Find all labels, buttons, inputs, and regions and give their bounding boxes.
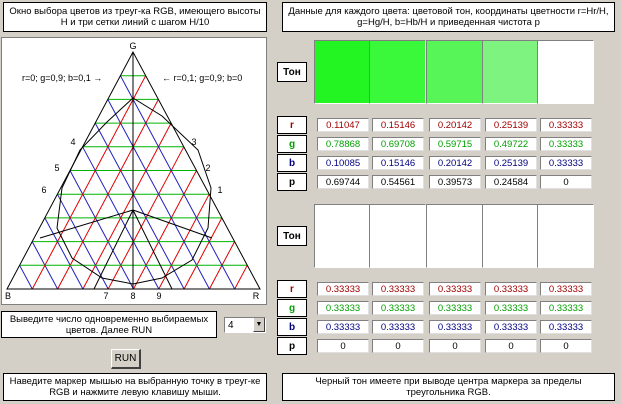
bottom-row-label-r: r — [277, 280, 307, 298]
top-color-swatch — [537, 40, 594, 104]
top-row-label-g: g — [277, 135, 307, 153]
chevron-down-icon[interactable]: ▼ — [253, 318, 265, 332]
triangle-canvas[interactable] — [1, 37, 267, 305]
bottom-row-label-b: b — [277, 318, 307, 336]
top-value-r: 0.15146 — [372, 118, 424, 132]
top-row-label-b: b — [277, 154, 307, 172]
bottom-value-g: 0.33333 — [317, 301, 369, 315]
top-value-p: 0.54561 — [372, 175, 424, 189]
top-color-swatch — [314, 40, 371, 104]
top-value-g: 0.78868 — [317, 137, 369, 151]
marker-label-7: 7 — [103, 291, 109, 301]
bottom-value-p: 0 — [429, 339, 481, 353]
vertex-label-g: G — [129, 41, 137, 51]
top-row-label-r: r — [277, 116, 307, 134]
right-title — [282, 2, 615, 32]
bottom-right-text: Черный тон имеете при выводе центра маркера за пределы треугольника RGB. — [315, 376, 582, 398]
bottom-value-b: 0.33333 — [485, 320, 537, 334]
rgb-triangle[interactable] — [2, 38, 268, 306]
bottom-right-note — [282, 373, 615, 401]
top-color-swatch — [426, 40, 483, 104]
annotation-left: r=0; g=0,9; b=0,1 → — [22, 73, 103, 83]
grid-line-r — [83, 123, 171, 289]
marker-label-3: 3 — [191, 137, 197, 147]
bottom-row-label-p: p — [277, 337, 307, 355]
bottom-value-g: 0.33333 — [485, 301, 537, 315]
bottom-value-r: 0.33333 — [485, 282, 537, 296]
grid-line-b — [95, 123, 184, 289]
marker-label-9: 9 — [156, 291, 162, 301]
top-value-r: 0.33333 — [540, 118, 592, 132]
grid-line-r — [32, 76, 145, 289]
run-button[interactable] — [111, 349, 141, 369]
top-value-b: 0.25139 — [485, 156, 537, 170]
grid-line-r — [184, 218, 222, 289]
bottom-tone-label: Тон — [277, 226, 307, 246]
right-title-text: Данные для каждого цвета: цветовой тон, координаты цветности r=Hr/H, g=Hg/H, b=Hb/H и приведенная чистота p — [288, 6, 609, 28]
top-value-p: 0 — [540, 175, 592, 189]
count-prompt — [1, 311, 217, 338]
bottom-value-b: 0.33333 — [429, 320, 481, 334]
bottom-value-g: 0.33333 — [372, 301, 424, 315]
top-value-b: 0.10085 — [317, 156, 369, 170]
top-value-r: 0.11047 — [317, 118, 369, 132]
marker-label-6: 6 — [41, 185, 47, 195]
top-value-p: 0.69744 — [317, 175, 369, 189]
top-value-p: 0.24584 — [485, 175, 537, 189]
grid-line-b — [20, 265, 33, 289]
bottom-row-label-g: g — [277, 299, 307, 317]
top-value-g: 0.33333 — [540, 137, 592, 151]
vertex-label-b: B — [4, 291, 12, 301]
left-title — [3, 2, 267, 32]
marker-label-4: 4 — [70, 137, 76, 147]
marker-label-1: 1 — [217, 185, 223, 195]
top-value-g: 0.69708 — [372, 137, 424, 151]
top-color-swatch — [369, 40, 426, 104]
grid-line-b — [45, 218, 83, 289]
bottom-value-r: 0.33333 — [540, 282, 592, 296]
grid-line-b — [120, 76, 234, 289]
bottom-value-g: 0.33333 — [540, 301, 592, 315]
top-value-g: 0.59715 — [429, 137, 481, 151]
spectral-locus — [57, 98, 211, 284]
top-value-b: 0.20142 — [429, 156, 481, 170]
annotation-right: ← r=0,1; g=0,9; b=0 — [162, 73, 243, 83]
bottom-value-r: 0.33333 — [372, 282, 424, 296]
marker-label-8: 8 — [130, 291, 136, 301]
bottom-left-instructions — [3, 373, 267, 401]
bottom-color-swatch — [369, 204, 426, 268]
bottom-color-swatch — [537, 204, 594, 268]
bottom-value-b: 0.33333 — [317, 320, 369, 334]
bottom-value-b: 0.33333 — [372, 320, 424, 334]
top-value-b: 0.33333 — [540, 156, 592, 170]
grid-line-b — [70, 171, 134, 290]
top-value-r: 0.25139 — [485, 118, 537, 132]
top-value-r: 0.20142 — [429, 118, 481, 132]
bottom-color-swatch — [482, 204, 539, 268]
color-count-select[interactable] — [224, 317, 266, 333]
count-prompt-text: Выведите число одновременно выбираемых цветов. Далее RUN — [9, 313, 209, 336]
bottom-value-g: 0.33333 — [429, 301, 481, 315]
top-color-swatch — [482, 40, 539, 104]
bottom-value-p: 0 — [540, 339, 592, 353]
grid-line-r — [235, 265, 248, 289]
top-value-p: 0.39573 — [429, 175, 481, 189]
bottom-color-swatch — [426, 204, 483, 268]
vertex-label-r: R — [252, 291, 260, 301]
bottom-value-p: 0 — [485, 339, 537, 353]
bottom-color-swatch — [314, 204, 371, 268]
color-count-value: 4 — [228, 319, 234, 331]
marker-label-2: 2 — [205, 163, 211, 173]
bottom-value-r: 0.33333 — [429, 282, 481, 296]
bottom-value-p: 0 — [372, 339, 424, 353]
left-title-text: Окно выбора цветов из треуг-ка RGB, имеющего высоты H и три сетки линий с шагом H/10 — [9, 6, 261, 28]
top-value-g: 0.49722 — [485, 137, 537, 151]
top-value-b: 0.15146 — [372, 156, 424, 170]
run-button-label: RUN — [114, 353, 137, 364]
bottom-value-b: 0.33333 — [540, 320, 592, 334]
top-tone-label: Тон — [277, 62, 307, 82]
bottom-value-p: 0 — [317, 339, 369, 353]
marker-label-5: 5 — [54, 163, 60, 173]
bottom-value-r: 0.33333 — [317, 282, 369, 296]
bottom-left-text: Наведите маркер мышью на выбранную точку в треуг-ке RGB и нажмите левую клавишу мыши. — [9, 376, 261, 398]
top-row-label-p: p — [277, 173, 307, 191]
